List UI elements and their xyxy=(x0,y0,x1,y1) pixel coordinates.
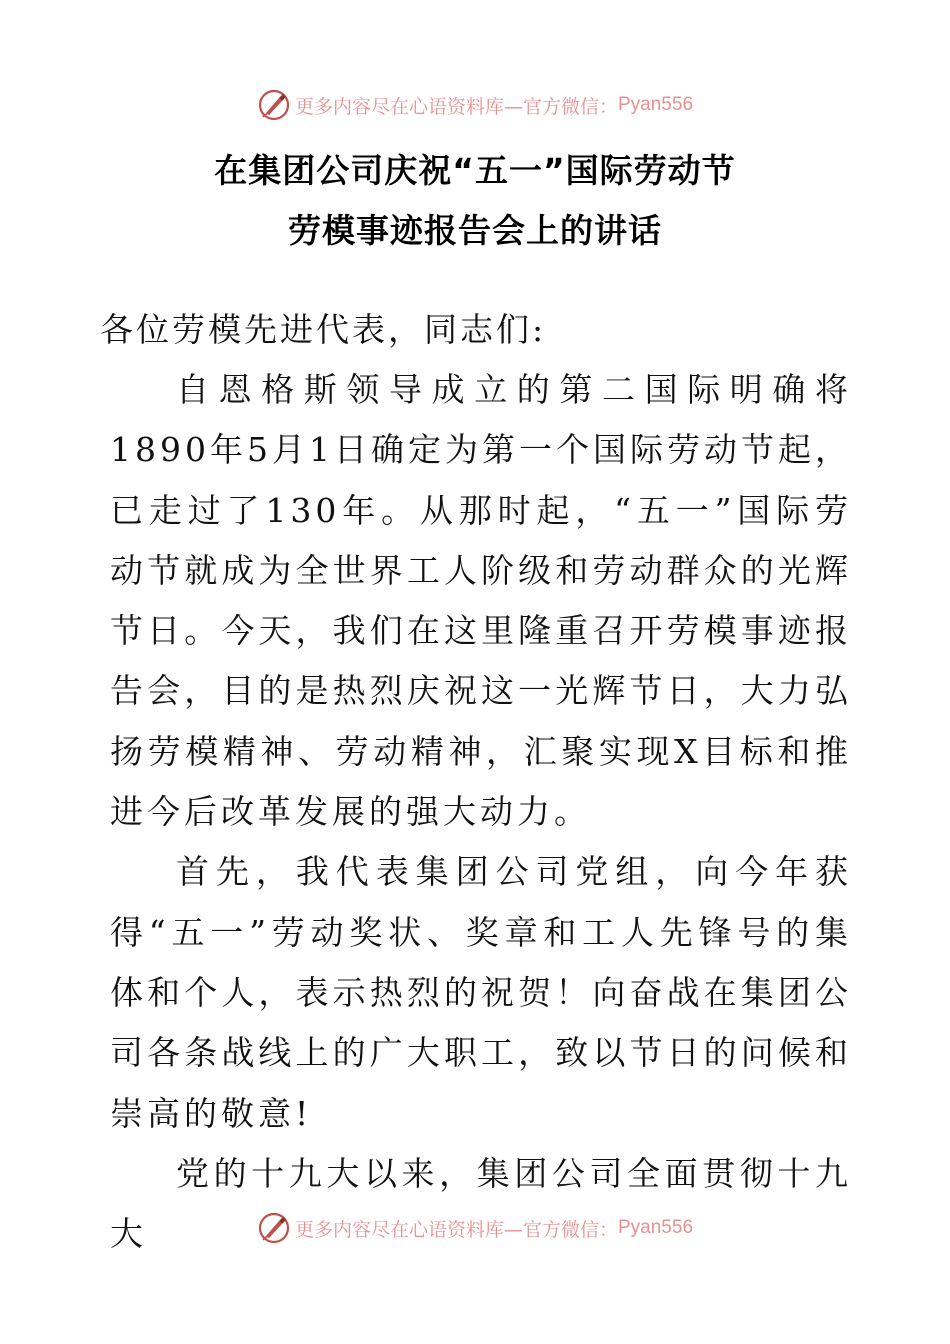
banner-wechat-handle: Pyan556 xyxy=(618,1217,694,1238)
salutation: 各位劳模先进代表，同志们: xyxy=(100,310,547,349)
banner-text: 更多内容尽在心语资料库—官方微信： xyxy=(294,1218,618,1241)
paragraph: 党的十九大以来，集团公司全面贯彻十九大 xyxy=(110,1153,852,1254)
document-title-line-2: 劳模事迹报告会上的讲话 xyxy=(288,211,662,250)
document-title-line-1: 在集团公司庆祝“五一”国际劳动节 xyxy=(214,151,736,190)
banner-text: 更多内容尽在心语资料库—官方微信： xyxy=(294,95,618,118)
document-body xyxy=(110,360,852,1264)
paragraph: 首先，我代表集团公司党组，向今年获得“五一”劳动奖状、奖章和工人先锋号的集体和个人，表示热烈的祝贺！向奋战在集团公司各条战线上的广大职工，致以节日的问候和崇高的敬意! xyxy=(110,852,852,1133)
banner-wechat-handle: Pyan556 xyxy=(618,94,694,115)
pen-logo-icon xyxy=(257,88,291,122)
paragraph: 自恩格斯领导成立的第二国际明确将1890年5月1日确定为第一个国际劳动节起，已走过了130年。从那时起，“五一”国际劳动节就成为全世界工人阶级和劳动群众的光辉节日。今天，我们在这里隆重召开劳模事迹报告会，目的是热烈庆祝这一光辉节日，大力弘扬劳模精神、劳动精神，汇聚实现X目标和推进今后改革发展的强大动力。 xyxy=(110,370,852,832)
footer-banner xyxy=(0,1208,950,1248)
header-banner xyxy=(0,85,950,125)
pen-logo-icon xyxy=(257,1211,291,1245)
